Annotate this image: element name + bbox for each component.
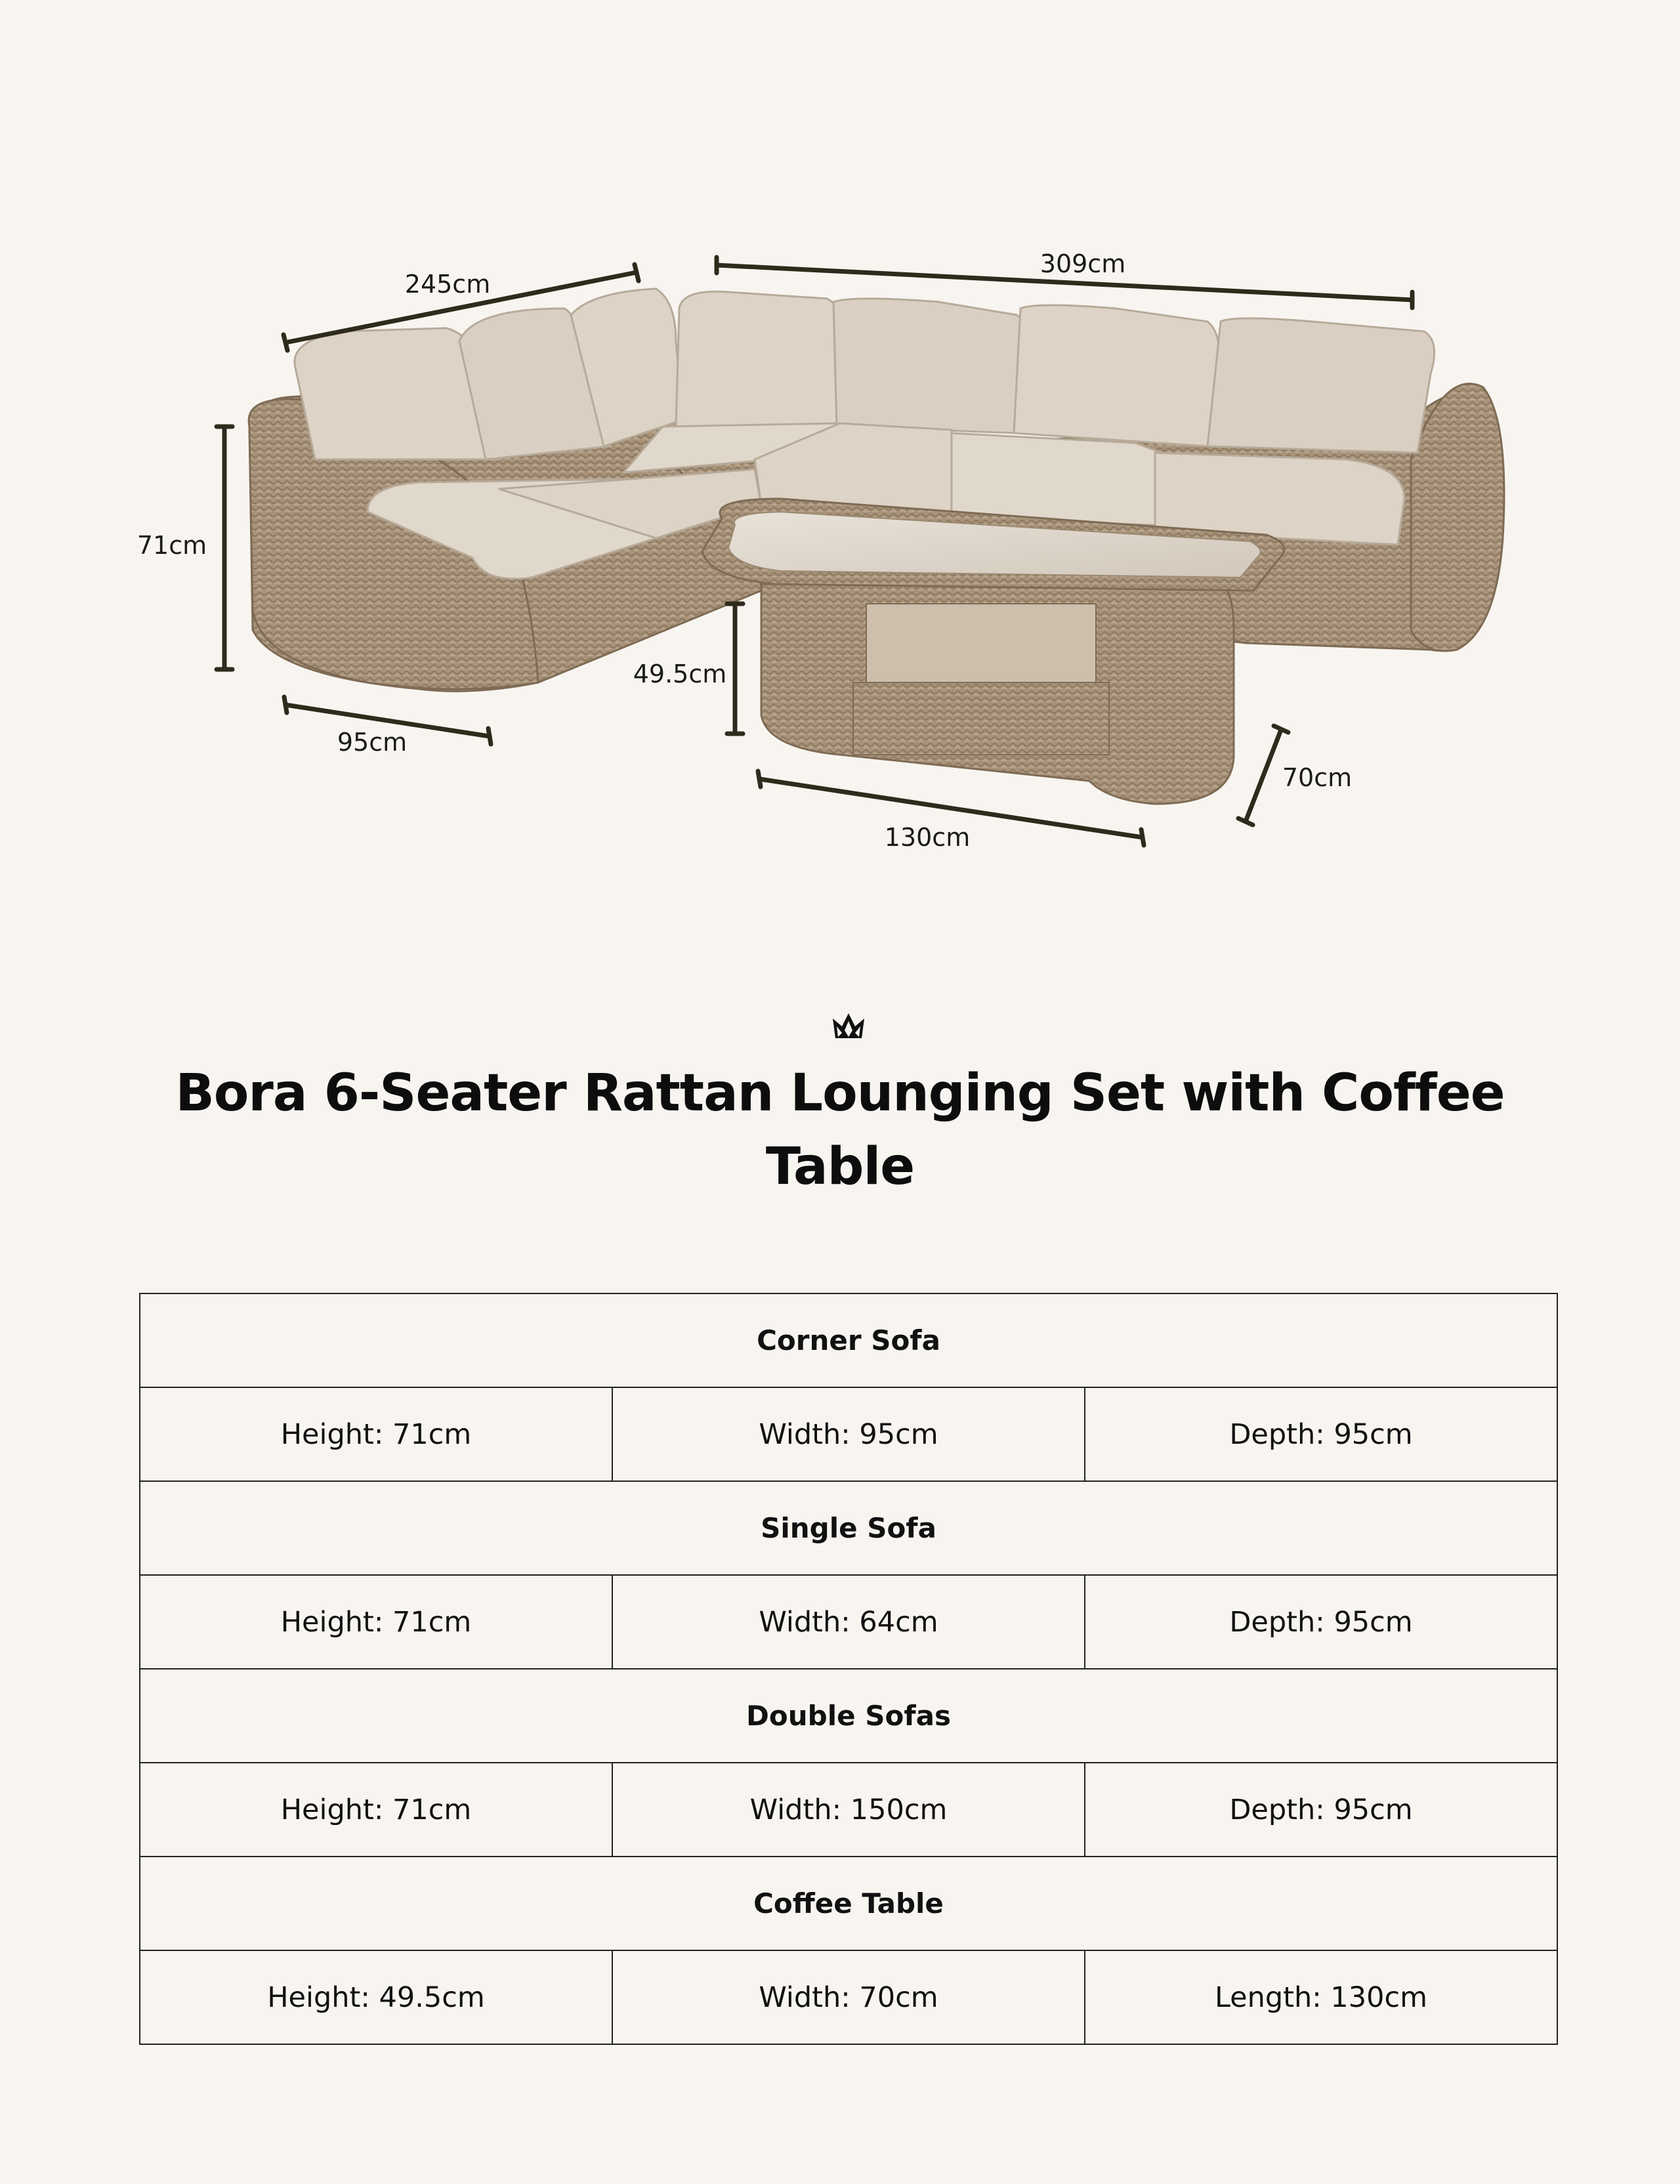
- sofa-set-illustration: [0, 0, 1680, 919]
- table-row: [140, 1575, 1557, 1669]
- product-dimension-figure: [0, 0, 1680, 919]
- table-row: [140, 1950, 1557, 2044]
- product-title: Bora 6-Seater Rattan Lounging Set with Coffee Table: [175, 1064, 1505, 1196]
- section-heading: Double Sofas: [140, 1669, 1557, 1763]
- dimension-label-width-short: 245cm: [404, 270, 491, 299]
- table-cell: Height: 71cm: [140, 1763, 612, 1857]
- table-cell: Height: 49.5cm: [140, 1950, 612, 2044]
- specifications-table: [139, 1293, 1558, 2045]
- table-row-section: [140, 1857, 1557, 1950]
- section-heading: Corner Sofa: [140, 1293, 1557, 1387]
- table-cell: Length: 130cm: [1085, 1950, 1557, 2044]
- crown-icon: [826, 1012, 871, 1043]
- table-row: [140, 1387, 1557, 1481]
- dimension-label-table-width: 70cm: [1282, 763, 1353, 792]
- table-cell: Width: 150cm: [612, 1763, 1085, 1857]
- table-row-section: [140, 1481, 1557, 1575]
- section-heading: Coffee Table: [140, 1857, 1557, 1950]
- table-cell: Depth: 95cm: [1085, 1763, 1557, 1857]
- table-cell: Depth: 95cm: [1085, 1575, 1557, 1669]
- table-cell: Width: 64cm: [612, 1575, 1085, 1669]
- dimension-label-table-height: 49.5cm: [633, 660, 727, 688]
- dimension-label-height: 71cm: [136, 531, 207, 560]
- dimension-label-table-length: 130cm: [884, 823, 971, 852]
- dimension-label-width-long: 309cm: [1040, 249, 1126, 278]
- table-row: [140, 1763, 1557, 1857]
- table-cell: Height: 71cm: [140, 1387, 612, 1481]
- table-row-section: [140, 1669, 1557, 1763]
- table-cell: Depth: 95cm: [1085, 1387, 1557, 1481]
- table-cell: Height: 71cm: [140, 1575, 612, 1669]
- table-cell: Width: 95cm: [612, 1387, 1085, 1481]
- table-cell: Width: 70cm: [612, 1950, 1085, 2044]
- section-heading: Single Sofa: [140, 1481, 1557, 1575]
- dimension-label-depth: 95cm: [337, 728, 408, 757]
- table-row-section: [140, 1293, 1557, 1387]
